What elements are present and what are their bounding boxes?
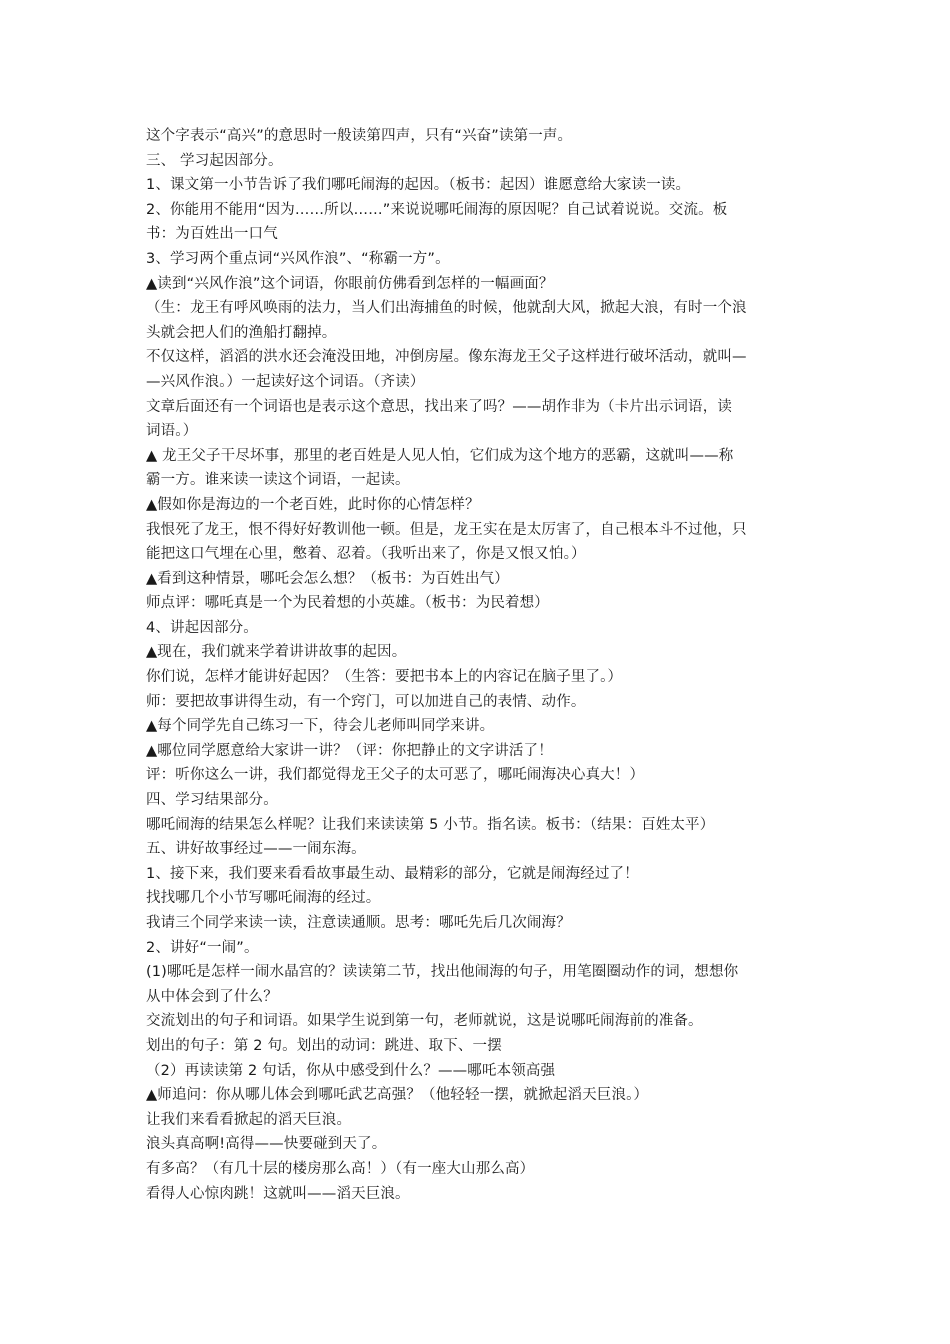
text-line: 4、讲起因部分。 — [146, 619, 258, 636]
text-line: 2、讲好“一闹”。 — [146, 939, 259, 956]
text-line: 找找哪几个小节写哪吒闹海的经过。 — [146, 890, 381, 907]
text-line: 我请三个同学来读一读，注意读通顺。思考：哪吒先后几次闹海？ — [146, 915, 571, 931]
text-line: 师点评：哪吒真是一个为民着想的小英雄。（板书：为民着想） — [146, 595, 549, 612]
text-line: ▲读到“兴风作浪”这个词语，你眼前仿佛看到怎样的一幅画面？ — [146, 275, 554, 292]
text-line: 书：为百姓出一口气 — [146, 226, 278, 243]
text-line: 浪头真高啊!高得——快要碰到天了。 — [146, 1136, 387, 1153]
text-line: ▲师追问：你从哪儿体会到哪吒武艺高强？（他轻轻一摆，就掀起滔天巨浪。） — [146, 1087, 649, 1104]
text-line: 这个字表示“高兴”的意思时一般读第四声，只有“兴奋”读第一声。 — [146, 128, 573, 144]
text-line: 2、你能用不能用“因为……所以……”来说说哪吒闹海的原因呢？自己试着说说。交流。板 — [146, 201, 728, 218]
document-body — [146, 124, 810, 1206]
text-line: 文章后面还有一个词语也是表示这个意思，找出来了吗？——胡作非为（卡片出示词语，读 — [146, 398, 732, 415]
text-line: 评：听你这么一讲，我们都觉得龙王父子的太可恶了，哪吒闹海决心真大！） — [146, 767, 645, 784]
text-line: 1、接下来，我们要来看看故事最生动、最精彩的部分，它就是闹海经过了！ — [146, 865, 639, 882]
text-line: 头就会把人们的渔船打翻掉。 — [146, 324, 337, 341]
text-line: 1、课文第一小节告诉了我们哪吒闹海的起因。（板书：起因）谁愿意给大家读一读。 — [146, 177, 691, 194]
text-line: 3、学习两个重点词“兴风作浪”、“称霸一方”。 — [146, 250, 450, 267]
text-line: （生：龙王有呼风唤雨的法力，当人们出海捕鱼的时候，他就刮大风，掀起大浪，有时一个浪 — [146, 300, 747, 317]
text-line: 从中体会到了什么？ — [146, 988, 278, 1005]
text-line: 有多高？（有几十层的楼房那么高！）（有一座大山那么高） — [146, 1160, 535, 1177]
text-line: （2）再读读第 2 句话，你从中感受到什么？——哪吒本领高强 — [146, 1062, 556, 1079]
text-line: 看得人心惊肉跳！这就叫——滔天巨浪。 — [146, 1185, 410, 1202]
text-line: (1)哪吒是怎样一闹水晶宫的？读读第二节，找出他闹海的句子，用笔圈圈动作的词，想想你 — [146, 964, 739, 981]
text-line: 三、 学习起因部分。 — [146, 152, 283, 169]
text-line: 霸一方。谁来读一读这个词语，一起读。 — [146, 472, 410, 489]
text-line: 师：要把故事讲得生动，有一个窍门，可以加进自己的表情、动作。 — [146, 693, 586, 710]
text-line: 词语。） — [146, 423, 198, 440]
text-line: ▲ 龙王父子干尽坏事，那里的老百姓是人见人怕，它们成为这个地方的恶霸，这就叫——称 — [146, 447, 734, 464]
text-line: 能把这口气埋在心里，憋着、忍着。（我听出来了，你是又恨又怕。） — [146, 546, 586, 563]
text-line: 我恨死了龙王，恨不得好好教训他一顿。但是，龙王实在是太厉害了，自己根本斗不过他，只 — [146, 521, 747, 538]
text-line: 你们说，怎样才能讲好起因？（生答：要把书本上的内容记在脑子里了。） — [146, 669, 623, 686]
text-line: 不仅这样，滔滔的洪水还会淹没田地，冲倒房屋。像东海龙王父子这样进行破坏活动，就叫— — [146, 349, 747, 366]
text-line: 划出的句子：第 2 句。划出的动词：跳进、取下、一摆 — [146, 1037, 502, 1054]
text-line: 交流划出的句子和词语。如果学生说到第一句，老师就说，这是说哪吒闹海前的准备。 — [146, 1013, 703, 1030]
text-line: 四、学习结果部分。 — [146, 792, 278, 809]
text-line: —兴风作浪。）一起读好这个词语。（齐读） — [146, 373, 425, 390]
text-line: 五、讲好故事经过——一闹东海。 — [146, 841, 366, 858]
text-line: ▲假如你是海边的一个老百姓，此时你的心情怎样？ — [146, 496, 480, 513]
text-line: 哪吒闹海的结果怎么样呢？让我们来读读第 5 小节。指名读。板书：（结果：百姓太平） — [146, 816, 715, 833]
text-line: ▲哪位同学愿意给大家讲一讲？（评：你把静止的文字讲活了！ — [146, 742, 553, 759]
text-line: ▲每个同学先自己练习一下，待会儿老师叫同学来讲。 — [146, 718, 495, 735]
text-line: ▲看到这种情景，哪吒会怎么想？（板书：为百姓出气） — [146, 570, 509, 587]
text-line: 让我们来看看掀起的滔天巨浪。 — [146, 1111, 352, 1128]
text-line: ▲现在，我们就来学着讲讲故事的起因。 — [146, 644, 407, 661]
